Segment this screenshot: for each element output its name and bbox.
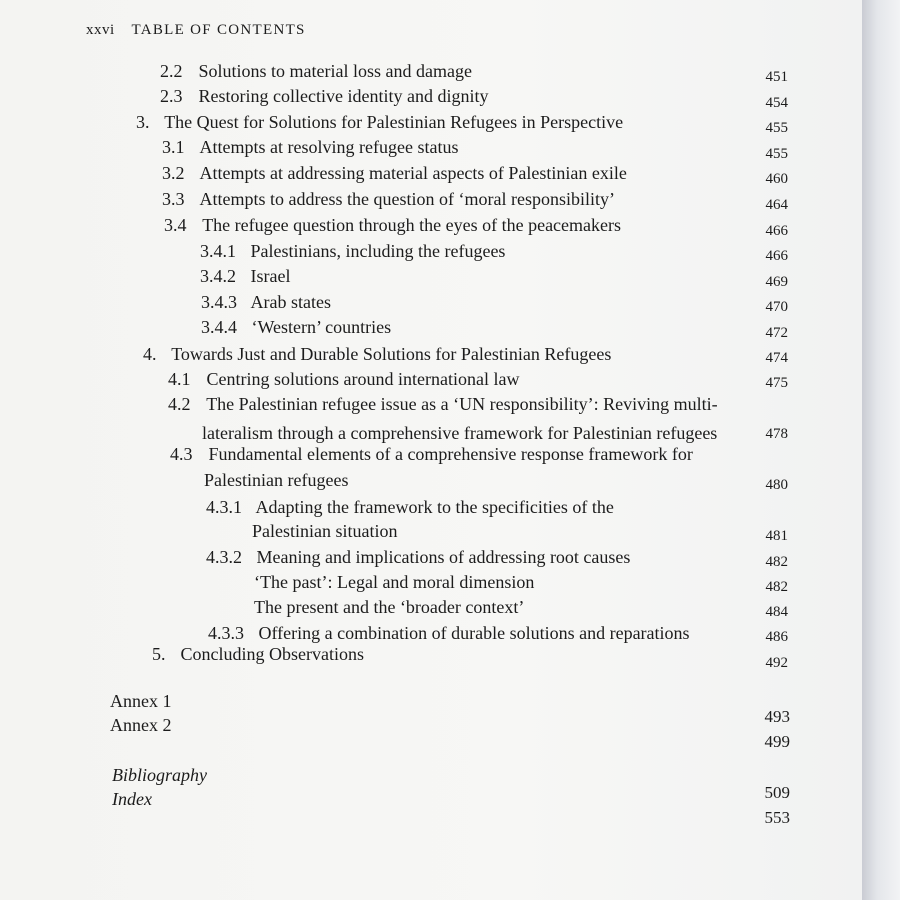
entry-number: 3.3 (162, 189, 185, 209)
entry-page: 482 (765, 554, 788, 570)
entry-page: 480 (765, 477, 788, 493)
entry-page: 470 (765, 299, 788, 315)
entry-number: 3.4.3 (201, 292, 237, 312)
entry-title: Centring solutions around international law (206, 369, 520, 389)
back-matter-page: 509 (764, 783, 790, 802)
toc-entry (208, 624, 690, 642)
entry-number: 3.4.1 (200, 241, 236, 261)
toc-entry (143, 345, 611, 363)
entry-page: 466 (765, 223, 788, 239)
entry-page: 460 (765, 171, 788, 187)
entry-title: The Quest for Solutions for Palestinian Refugees in Perspective (164, 112, 624, 132)
header-title: TABLE OF CONTENTS (131, 22, 306, 38)
entry-title: Meaning and implications of addressing root causes (256, 547, 631, 567)
entry-number: 5. (152, 644, 166, 664)
entry-page: 455 (765, 120, 788, 136)
entry-page: 482 (765, 579, 788, 595)
entry-title-continued: Palestinian situation (252, 521, 398, 541)
entry-page: 466 (765, 248, 788, 264)
entry-page: 486 (765, 629, 788, 645)
toc-entry (162, 138, 458, 156)
toc-entry (160, 87, 488, 105)
entry-number: 2.2 (160, 61, 183, 81)
toc-entry (201, 318, 391, 336)
back-matter-bibliography: Bibliography (112, 765, 207, 785)
entry-title: Attempts at resolving refugee status (199, 137, 459, 157)
entry-title: Arab states (250, 292, 331, 312)
toc-entry (162, 164, 627, 182)
toc-entry (168, 370, 519, 388)
entry-number: 4.1 (168, 369, 191, 389)
toc-entry (160, 62, 472, 80)
entry-number: 2.3 (160, 86, 183, 106)
toc-entry (201, 293, 331, 311)
entry-title: Concluding Observations (180, 644, 364, 664)
back-matter-annex-1: Annex 1 (110, 691, 172, 711)
entry-number: 4.3.2 (206, 547, 242, 567)
entry-title: Solutions to material loss and damage (198, 61, 472, 81)
back-matter-page: 553 (764, 808, 790, 827)
entry-number: 3.4.2 (200, 266, 236, 286)
entry-page: 478 (765, 426, 788, 442)
entry-page: 454 (765, 95, 788, 111)
entry-title-continued: Palestinian refugees (204, 470, 349, 490)
toc-entry (164, 216, 621, 234)
entry-page: 481 (765, 528, 788, 544)
entry-page: 455 (765, 146, 788, 162)
entry-title-continued: lateralism through a comprehensive framework for Palestinian refugees (202, 423, 718, 443)
entry-page: 475 (765, 375, 788, 391)
entry-title: Towards Just and Durable Solutions for Palestinian Refugees (171, 344, 612, 364)
entry-page: 492 (765, 655, 788, 671)
entry-number: 3.1 (162, 137, 185, 157)
toc-entry (168, 395, 718, 413)
entry-page: 474 (765, 350, 788, 366)
entry-title: Fundamental elements of a comprehensive response framework for (208, 444, 693, 464)
entry-page: 469 (765, 274, 788, 290)
toc-entry (200, 242, 505, 260)
entry-title: Adapting the framework to the specificities of the (255, 497, 614, 517)
running-header (86, 22, 306, 39)
entry-number: 4. (143, 344, 157, 364)
entry-title: Palestinians, including the refugees (250, 241, 506, 261)
entry-title: ‘The past’: Legal and moral dimension (254, 572, 535, 592)
back-matter-page: 493 (764, 707, 790, 726)
back-matter-annex-2: Annex 2 (110, 715, 172, 735)
toc-entry (206, 548, 630, 566)
entry-page: 472 (765, 325, 788, 341)
entry-page: 484 (765, 604, 788, 620)
entry-page: 464 (765, 197, 788, 213)
entry-number: 3.2 (162, 163, 185, 183)
entry-title: The refugee question through the eyes of the peacemakers (202, 215, 622, 235)
entry-number: 4.3.1 (206, 497, 242, 517)
entry-title: Offering a combination of durable solutions and reparations (258, 623, 690, 643)
entry-number: 3. (136, 112, 150, 132)
page-folio: xxvi (86, 22, 115, 38)
entry-title: Attempts at addressing material aspects of Palestinian exile (199, 163, 627, 183)
entry-number: 4.2 (168, 394, 191, 414)
back-matter-page: 499 (764, 732, 790, 751)
toc-entry (200, 267, 290, 285)
toc-entry (254, 598, 524, 616)
toc-entry (152, 645, 364, 663)
entry-title: Israel (250, 266, 291, 286)
toc-entry (136, 113, 623, 131)
toc-entry (162, 190, 615, 208)
toc-entry (170, 445, 693, 463)
entry-title: Attempts to address the question of ‘moral responsibility’ (199, 189, 615, 209)
toc-entry (206, 498, 614, 516)
entry-title: ‘Western’ countries (251, 317, 392, 337)
entry-number: 4.3.3 (208, 623, 244, 643)
back-matter-index: Index (112, 789, 152, 809)
entry-title: The present and the ‘broader context’ (254, 597, 525, 617)
entry-number: 4.3 (170, 444, 193, 464)
page-edge (862, 0, 900, 900)
entry-title: The Palestinian refugee issue as a ‘UN responsibility’: Reviving multi- (206, 394, 718, 414)
entry-page: 451 (765, 69, 788, 85)
entry-title: Restoring collective identity and dignity (198, 86, 489, 106)
entry-number: 3.4 (164, 215, 187, 235)
toc-entry (254, 573, 534, 591)
entry-number: 3.4.4 (201, 317, 237, 337)
